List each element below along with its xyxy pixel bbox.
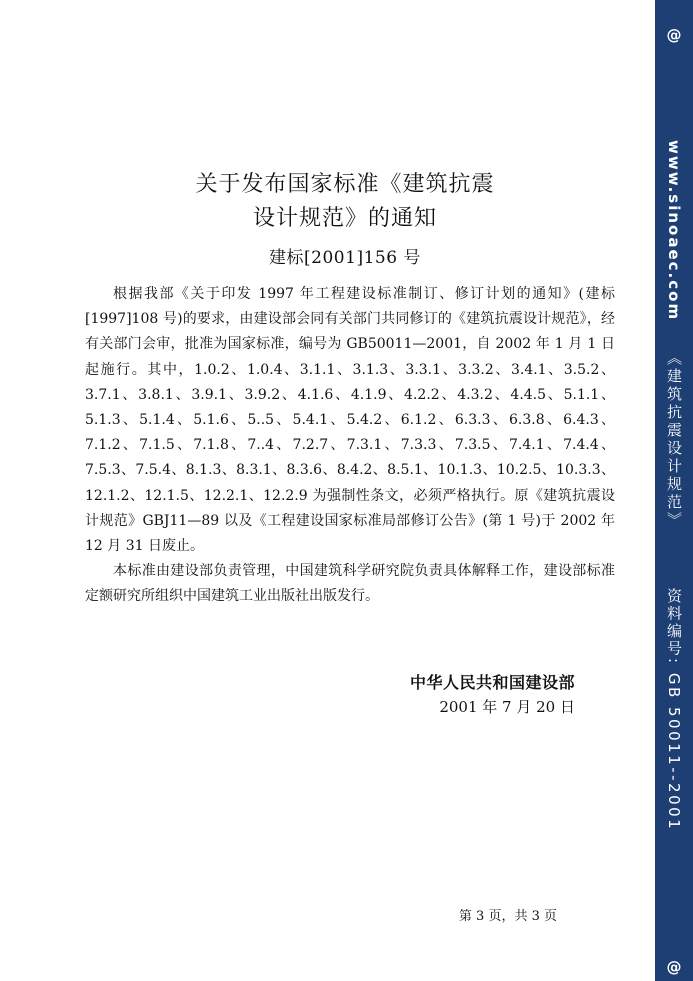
issue-date: 2001 年 7 月 20 日 xyxy=(439,698,575,716)
issuing-authority: 中华人民共和国建设部 xyxy=(409,673,575,692)
sidebar-doc-title: 《建筑抗震设计规范》 xyxy=(665,350,683,530)
sidebar-doc-code: 资料编号: GB 50011--2001 xyxy=(665,588,683,832)
paragraph-approval: 根据我部《关于印发 1997 年工程建设标准制订、修订计划的通知》(建标[1997]108 号)的要求，由建设部会同有关部门共同修订的《建筑抗震设计规范》，经有关部门会审，批准为国家标准，编号为 GB50011—2001，自 2002 年 1 月 1 日起施行。其中，1.0.2、1.0.4、3.1.1、3.1.3、3.3.1、3.3.2、3.4.1、3.5.2、3.7.1、3.8.1、3.9.1、3.9.2、4.1.6、4.1.9、4.2.2、4.3.2、4.4.5、5.1.1、5.1.3、5.1.4、5.1.6、5..5、5.4.1、5.4.2、6.1.2、6.3.3、6.3.8、6.4.3、7.1.2、7.1.5、7.1.8、7..4、7.2.7、7.3.1、7.3.3、7.3.5、7.4.1、7.4.4、7.5.3、7.5.4、8.1.3、8.3.1、8.3.6、8.4.2、8.5.1、10.1.3、10.2.5、10.3.3、12.1.2、12.1.5、12.2.1、12.2.9 为强制性条文，必须严格执行。原《建筑抗震设计规范》GBJ11—89 以及《工程建设国家标准局部修订公告》(第 1 号)于 2002 年 12 月 31 日废止。 xyxy=(85,286,615,555)
page-number: 第 3 页，共 3 页 xyxy=(458,909,557,924)
notice-title-line-1: 关于发布国家标准《建筑抗震 xyxy=(195,172,495,197)
site-url[interactable]: www.sinoaec.com xyxy=(665,140,683,322)
notice-body xyxy=(85,282,615,610)
side-banner xyxy=(655,0,693,981)
notice-title-line-2: 设计规范》的通知 xyxy=(252,206,437,231)
at-sign-icon: @ xyxy=(666,26,682,44)
document-number: 建标[2001]156 号 xyxy=(269,248,421,268)
paragraph-management: 本标准由建设部负责管理，中国建筑科学研究院负责具体解释工作，建设部标准定额研究所组织中国建筑工业出版社出版发行。 xyxy=(85,563,615,605)
at-sign-icon-bottom: @ xyxy=(666,958,682,976)
